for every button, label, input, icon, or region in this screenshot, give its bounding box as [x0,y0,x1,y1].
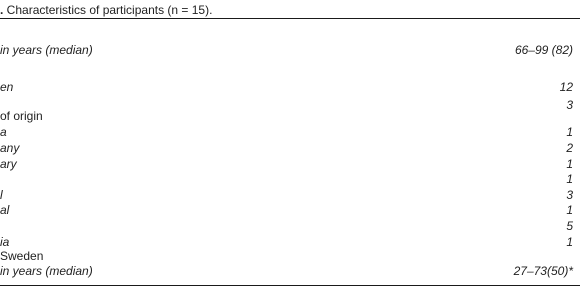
table-row-country-2 [0,140,580,156]
table-row-country-6 [0,202,580,218]
row-label: ary [0,157,17,171]
row-value: 5 [566,219,573,233]
table-top-rule [0,18,580,19]
row-value: 1 [566,203,573,217]
table-bottom-rule [0,285,580,286]
table-caption [0,3,212,17]
table-row-country-3 [0,156,580,172]
row-label: Sweden [0,249,44,263]
table-row-age [0,42,580,58]
row-label: any [0,141,20,155]
table-row-sweden-header [0,248,580,264]
row-label: a [0,125,7,139]
table-row-women [0,79,580,95]
table-row-years-in-sweden [0,263,580,279]
table-caption-text: Characteristics of participants (n = 15). [3,3,213,17]
row-value: 2 [566,141,573,155]
row-value: 66–99 (82) [514,43,573,57]
table-row-country-header [0,108,580,124]
table-row-country-5 [0,187,580,203]
row-value: 3 [566,188,573,202]
row-label: en [0,80,14,94]
table-row-country-4 [0,171,580,187]
row-label: of origin [0,109,43,123]
table-row-country-7 [0,218,580,234]
row-label: in years (median) [0,43,93,57]
row-value: 1 [566,172,573,186]
row-value: 1 [566,157,573,171]
row-label: l [0,188,3,202]
row-value: 1 [566,235,573,249]
row-value: 1 [566,125,573,139]
row-label: al [0,203,10,217]
row-label: in years (median) [0,264,93,278]
row-value: 3 [566,98,573,112]
table-caption-label: . [0,3,4,17]
row-value: 27–73(50)* [513,264,573,278]
row-label: ia [0,235,10,249]
table-row-country-1 [0,124,580,140]
row-value: 12 [559,80,573,94]
